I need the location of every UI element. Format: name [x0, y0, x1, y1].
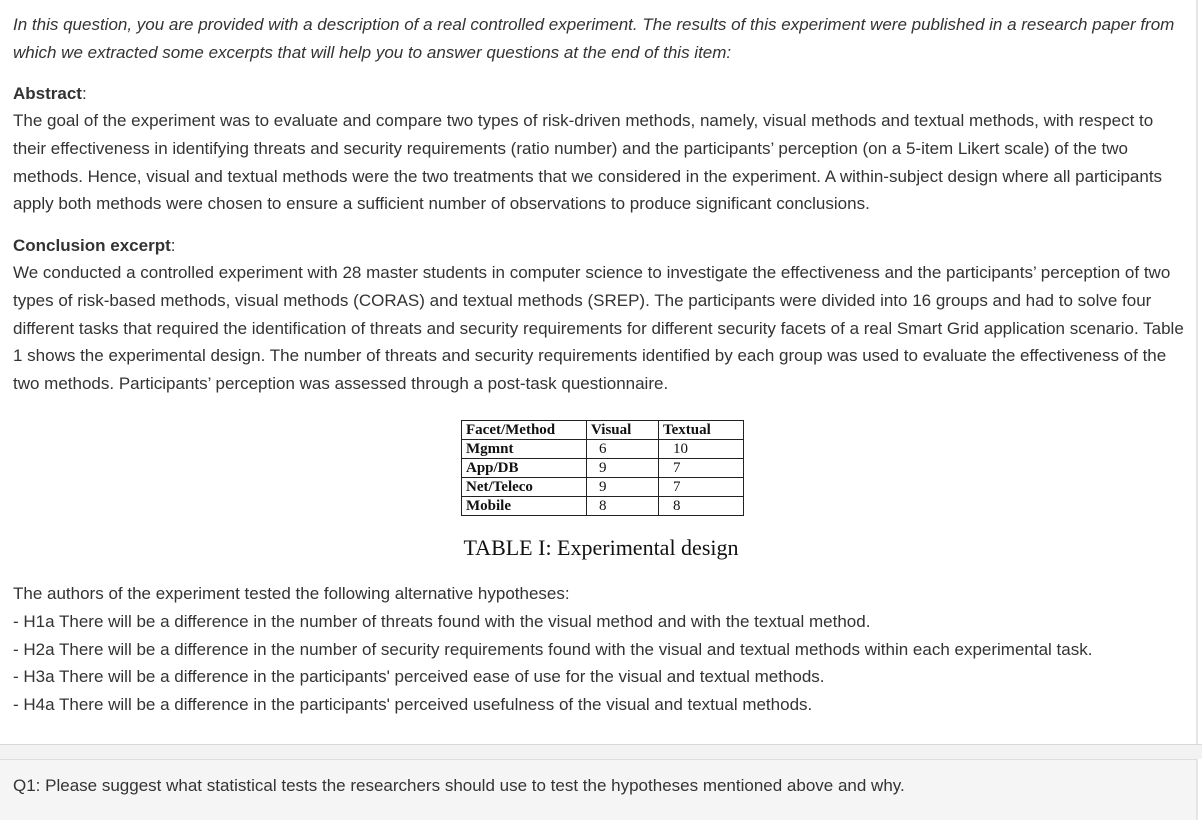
conclusion-body: We conducted a controlled experiment with 28 master students in computer science to investigate the effectiveness and the participants’ perception of two types of risk-based methods, visual methods (CORAS) and textual methods (SREP). The participants were divided into 16 groups and had to solve four different tasks that required the identification of threats and security requirements for different security facets of a real Smart Grid application scenario. Table 1 shows the experimental design. The number of threats and security requirements identified by each group was used to evaluate the effectiveness of the two methods. Participants’ perception was assessed through a post-task questionnaire.	[13, 263, 1184, 394]
question-box	[0, 759, 1198, 820]
table-cell: 6	[587, 440, 659, 459]
abstract-label: Abstract	[13, 84, 82, 103]
table-cell: Mobile	[462, 497, 587, 516]
experimental-design-table-image	[461, 420, 744, 516]
intro-text: In this question, you are provided with a description of a real controlled experiment. The results of this experiment were published in a research paper from which we extracted some excerpts that will help you to answer questions at the end of this item:	[13, 15, 1175, 62]
table-row	[462, 497, 744, 516]
table-header-row	[462, 421, 744, 440]
table-cell: App/DB	[462, 459, 587, 478]
table-cell: 8	[587, 497, 659, 516]
table-row	[462, 478, 744, 497]
hypotheses-section	[13, 580, 1188, 719]
table-header-cell: Facet/Method	[462, 421, 587, 440]
conclusion-heading	[13, 232, 1188, 260]
hypothesis-item: - H3a There will be a difference in the participants' perceived ease of use for the visual and textual methods.	[13, 667, 825, 687]
table-row	[462, 440, 744, 459]
hypothesis-item: - H4a There will be a difference in the participants' perceived usefulness of the visual and textual methods.	[13, 695, 813, 715]
hypotheses-intro: The authors of the experiment tested the following alternative hypotheses:	[13, 584, 570, 603]
table-cell: 9	[587, 459, 659, 478]
table-cell: 10	[659, 440, 744, 459]
hypothesis-item: - H1a There will be a difference in the number of threats found with the visual method and with the textual method.	[13, 611, 871, 631]
conclusion-colon: :	[170, 236, 176, 255]
table-header-cell: Textual	[659, 421, 744, 440]
table-cell: Net/Teleco	[462, 478, 587, 497]
question-text: Q1: Please suggest what statistical tests the researchers should use to test the hypotheses mentioned above and why.	[13, 776, 905, 795]
table-cell: 9	[587, 478, 659, 497]
experimental-design-table	[461, 420, 744, 516]
question-separator-band	[0, 745, 1202, 759]
table-cell: 8	[659, 497, 744, 516]
content-right-border	[1196, 0, 1198, 744]
conclusion-label: Conclusion excerpt	[13, 236, 171, 255]
abstract-body: The goal of the experiment was to evaluate and compare two types of risk-driven methods, namely, visual methods and textual methods, with respect to their effectiveness in identifying threats and security requirements (ratio number) and the participants’ perception (on a 5-item Likert scale) of the two methods. Hence, visual and textual methods were the two treatments that we considered in the experiment. A within-subject design where all participants apply both methods were chosen to ensure a sufficient number of observations to produce significant conclusions.	[13, 111, 1163, 214]
table-cell: 7	[659, 459, 744, 478]
table-cell: 7	[659, 478, 744, 497]
table-caption	[0, 535, 1202, 561]
table-row	[462, 459, 744, 478]
abstract-heading	[13, 80, 1188, 108]
hypothesis-item: - H2a There will be a difference in the number of security requirements found with the visual and textual methods within each experimental task.	[13, 639, 1093, 659]
table-cell: Mgmnt	[462, 440, 587, 459]
table-caption-text: TABLE I: Experimental design	[463, 535, 739, 560]
abstract-colon: :	[81, 84, 87, 103]
table-header-cell: Visual	[587, 421, 659, 440]
